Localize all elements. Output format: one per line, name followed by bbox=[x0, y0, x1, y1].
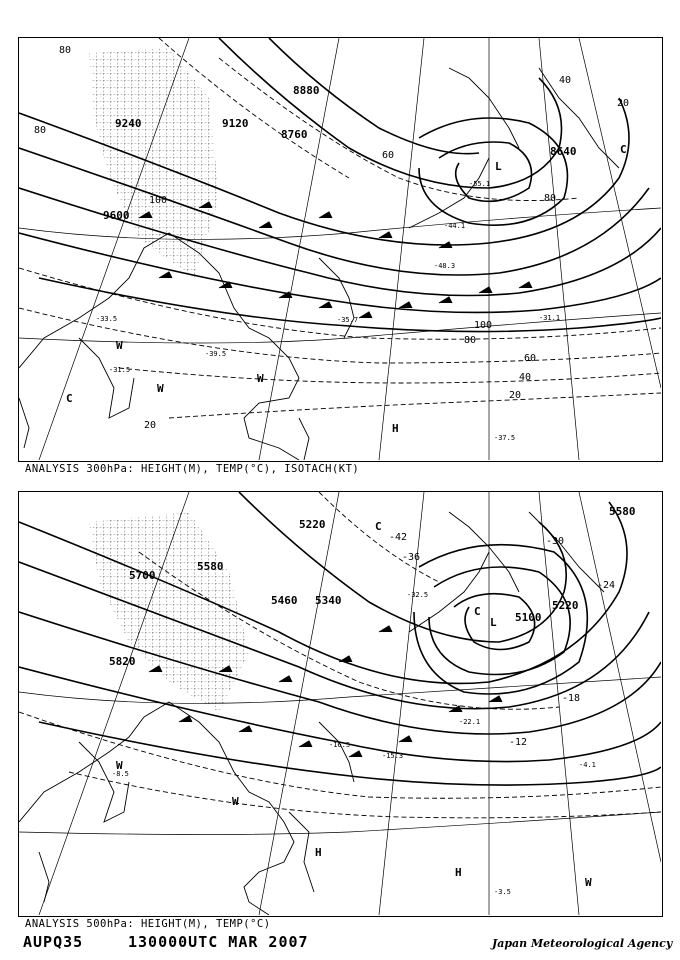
temperature-label: -44.1 bbox=[444, 222, 466, 230]
map-500hpa-canvas bbox=[19, 492, 661, 915]
isotach-label: 20 bbox=[617, 98, 630, 109]
pressure-center-marker: C bbox=[375, 520, 382, 533]
height-label: 5220 bbox=[552, 599, 579, 612]
height-label: 5700 bbox=[129, 569, 156, 582]
height-label: 9120 bbox=[222, 117, 249, 130]
temperature-label: -22.1 bbox=[459, 718, 481, 726]
temperature-label: -35.7 bbox=[337, 316, 359, 324]
temperature-label: -31.1 bbox=[539, 314, 561, 322]
isotach-label: 60 bbox=[524, 353, 537, 364]
pressure-center-marker: H bbox=[455, 866, 462, 879]
pressure-center-marker: W bbox=[116, 339, 123, 352]
product-code: AUPQ35 bbox=[23, 933, 84, 951]
isotherm-label: -12 bbox=[509, 737, 528, 748]
isotherm-label: -18 bbox=[562, 693, 581, 704]
pressure-center-marker: W bbox=[257, 372, 264, 385]
height-label: 8880 bbox=[293, 84, 320, 97]
temperature-label: -33.5 bbox=[96, 315, 118, 323]
hatched-region-500 bbox=[89, 512, 249, 712]
isotherm-label: -36 bbox=[402, 552, 421, 563]
isotach-label: 40 bbox=[559, 75, 572, 86]
isotach-label: 20 bbox=[509, 390, 522, 401]
temperature-label: -8.5 bbox=[112, 770, 129, 778]
map-caption-500hpa: ANALYSIS 500hPa: HEIGHT(M), TEMP(°C) bbox=[25, 918, 271, 930]
map-300hpa-canvas bbox=[19, 38, 661, 460]
isotach-label: 80 bbox=[59, 45, 72, 56]
isotach-label: 60 bbox=[382, 150, 395, 161]
temperature-label: -3.5 bbox=[494, 888, 511, 896]
agency-credit: Japan Meteorological Agency bbox=[492, 937, 673, 950]
valid-time: 130000UTC MAR 2007 bbox=[128, 933, 309, 951]
analysis-300hpa-map bbox=[18, 37, 663, 462]
pressure-center-marker: H bbox=[315, 846, 322, 859]
pressure-center-marker: W bbox=[585, 876, 592, 889]
pressure-center-marker: W bbox=[157, 382, 164, 395]
pressure-center-marker: L bbox=[490, 616, 497, 629]
isotach-label: 80 bbox=[34, 125, 47, 136]
pressure-center-marker: C bbox=[620, 143, 627, 156]
isotach-label: 20 bbox=[144, 420, 157, 431]
temperature-label: -4.1 bbox=[579, 761, 596, 769]
height-label: 8640 bbox=[550, 145, 577, 158]
height-label: 5340 bbox=[315, 594, 342, 607]
isotherm-label: -30 bbox=[546, 536, 565, 547]
height-label: 5820 bbox=[109, 655, 136, 668]
pressure-center-marker: L bbox=[495, 160, 502, 173]
temperature-label: -39.5 bbox=[205, 350, 227, 358]
height-label: 9600 bbox=[103, 209, 130, 222]
pressure-center-marker: W bbox=[232, 795, 239, 808]
pressure-center-marker: C bbox=[66, 392, 73, 405]
isotach-label: 40 bbox=[519, 372, 532, 383]
pressure-center-marker: W bbox=[116, 759, 123, 772]
isotach-label: 100 bbox=[149, 195, 168, 206]
temperature-label: -55.1 bbox=[469, 180, 491, 188]
temperature-label: -31.5 bbox=[109, 366, 131, 374]
height-label: 5100 bbox=[515, 611, 542, 624]
height-label: 5580 bbox=[609, 505, 636, 518]
height-label: 5220 bbox=[299, 518, 326, 531]
isotach-label: 80 bbox=[544, 193, 557, 204]
temperature-label: -32.5 bbox=[407, 591, 429, 599]
height-label: 5460 bbox=[271, 594, 298, 607]
isotach-label: 100 bbox=[474, 320, 493, 331]
pressure-center-marker: H bbox=[392, 422, 399, 435]
temperature-label: -16.5 bbox=[329, 741, 351, 749]
temperature-label: -37.5 bbox=[494, 434, 516, 442]
analysis-500hpa-map bbox=[18, 491, 663, 917]
height-label: 5580 bbox=[197, 560, 224, 573]
height-label: 8760 bbox=[281, 128, 308, 141]
map-caption-300hpa: ANALYSIS 300hPa: HEIGHT(M), TEMP(°C), ISOTACH(KT) bbox=[25, 463, 360, 475]
temperature-label: -15.3 bbox=[382, 752, 404, 760]
isotherm-label: -42 bbox=[389, 532, 408, 543]
isotach-label: 80 bbox=[464, 335, 477, 346]
temperature-label: -48.3 bbox=[434, 262, 456, 270]
height-label: 9240 bbox=[115, 117, 142, 130]
pressure-center-marker: C bbox=[474, 605, 481, 618]
isotherm-label: -24 bbox=[597, 580, 616, 591]
